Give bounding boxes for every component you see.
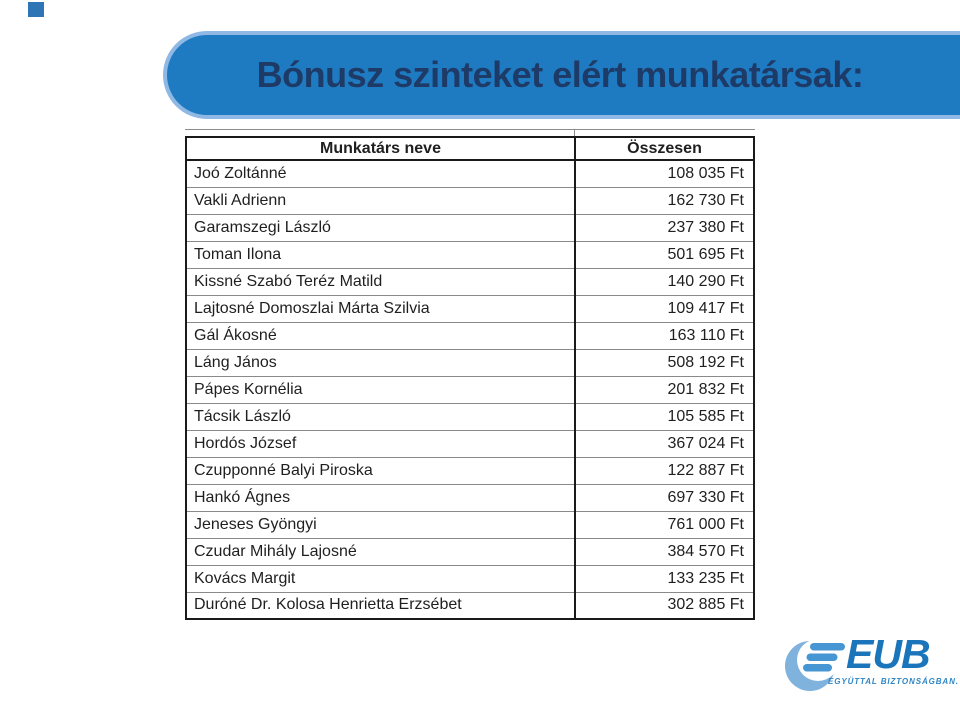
employee-name-cell: Kovács Margit (186, 565, 575, 592)
corner-decoration-square (28, 2, 44, 17)
total-amount-cell: 163 110 Ft (575, 322, 754, 349)
bonus-table (185, 136, 755, 620)
employee-name-cell: Hordós József (186, 430, 575, 457)
eub-logo (780, 630, 959, 692)
table-row (186, 160, 754, 187)
header-row (186, 137, 754, 160)
employee-name-cell: Czupponné Balyi Piroska (186, 457, 575, 484)
table-row (186, 214, 754, 241)
table-row (186, 295, 754, 322)
employee-name-cell: Tácsik László (186, 403, 575, 430)
employee-name-cell: Gál Ákosné (186, 322, 575, 349)
employee-name-cell: Kissné Szabó Teréz Matild (186, 268, 575, 295)
bonus-table-header (186, 137, 754, 160)
employee-name-cell: Jeneses Gyöngyi (186, 511, 575, 538)
table-top-divider (185, 129, 755, 130)
logo-tagline: EGYÜTTAL BIZTONSÁGBAN. (828, 677, 959, 686)
employee-name-cell: Duróné Dr. Kolosa Henrietta Erzsébet (186, 592, 575, 619)
employee-name-cell: Toman Ilona (186, 241, 575, 268)
employee-name-cell: Pápes Kornélia (186, 376, 575, 403)
table-row (186, 538, 754, 565)
employee-name-cell: Lajtosné Domoszlai Márta Szilvia (186, 295, 575, 322)
total-amount-cell: 367 024 Ft (575, 430, 754, 457)
total-amount-cell: 162 730 Ft (575, 187, 754, 214)
total-amount-cell: 133 235 Ft (575, 565, 754, 592)
header-total: Összesen (575, 137, 754, 160)
total-amount-cell: 761 000 Ft (575, 511, 754, 538)
title-banner (163, 31, 960, 119)
total-amount-cell: 109 417 Ft (575, 295, 754, 322)
table-row (186, 349, 754, 376)
table-row (186, 322, 754, 349)
bonus-table-body (186, 160, 754, 619)
total-amount-cell: 697 330 Ft (575, 484, 754, 511)
table-row (186, 403, 754, 430)
employee-name-cell: Czudar Mihály Lajosné (186, 538, 575, 565)
total-amount-cell: 508 192 Ft (575, 349, 754, 376)
table-row (186, 484, 754, 511)
table-row (186, 376, 754, 403)
employee-name-cell: Vakli Adrienn (186, 187, 575, 214)
total-amount-cell: 302 885 Ft (575, 592, 754, 619)
table-row (186, 241, 754, 268)
table-row (186, 457, 754, 484)
table-row (186, 565, 754, 592)
employee-name-cell: Hankó Ágnes (186, 484, 575, 511)
total-amount-cell: 140 290 Ft (575, 268, 754, 295)
table-row (186, 430, 754, 457)
total-amount-cell: 108 035 Ft (575, 160, 754, 187)
table-row (186, 511, 754, 538)
page-title: Bónusz szinteket elért munkatársak: (256, 54, 864, 95)
logo-brand-text: EUB (846, 631, 930, 677)
employee-name-cell: Láng János (186, 349, 575, 376)
header-employee-name: Munkatárs neve (186, 137, 575, 160)
table-row (186, 592, 754, 619)
total-amount-cell: 105 585 Ft (575, 403, 754, 430)
employee-name-cell: Garamszegi László (186, 214, 575, 241)
table-row (186, 187, 754, 214)
total-amount-cell: 122 887 Ft (575, 457, 754, 484)
total-amount-cell: 201 832 Ft (575, 376, 754, 403)
total-amount-cell: 384 570 Ft (575, 538, 754, 565)
employee-name-cell: Joó Zoltánné (186, 160, 575, 187)
total-amount-cell: 501 695 Ft (575, 241, 754, 268)
total-amount-cell: 237 380 Ft (575, 214, 754, 241)
table-top-divider-stub (574, 129, 575, 136)
table-row (186, 268, 754, 295)
